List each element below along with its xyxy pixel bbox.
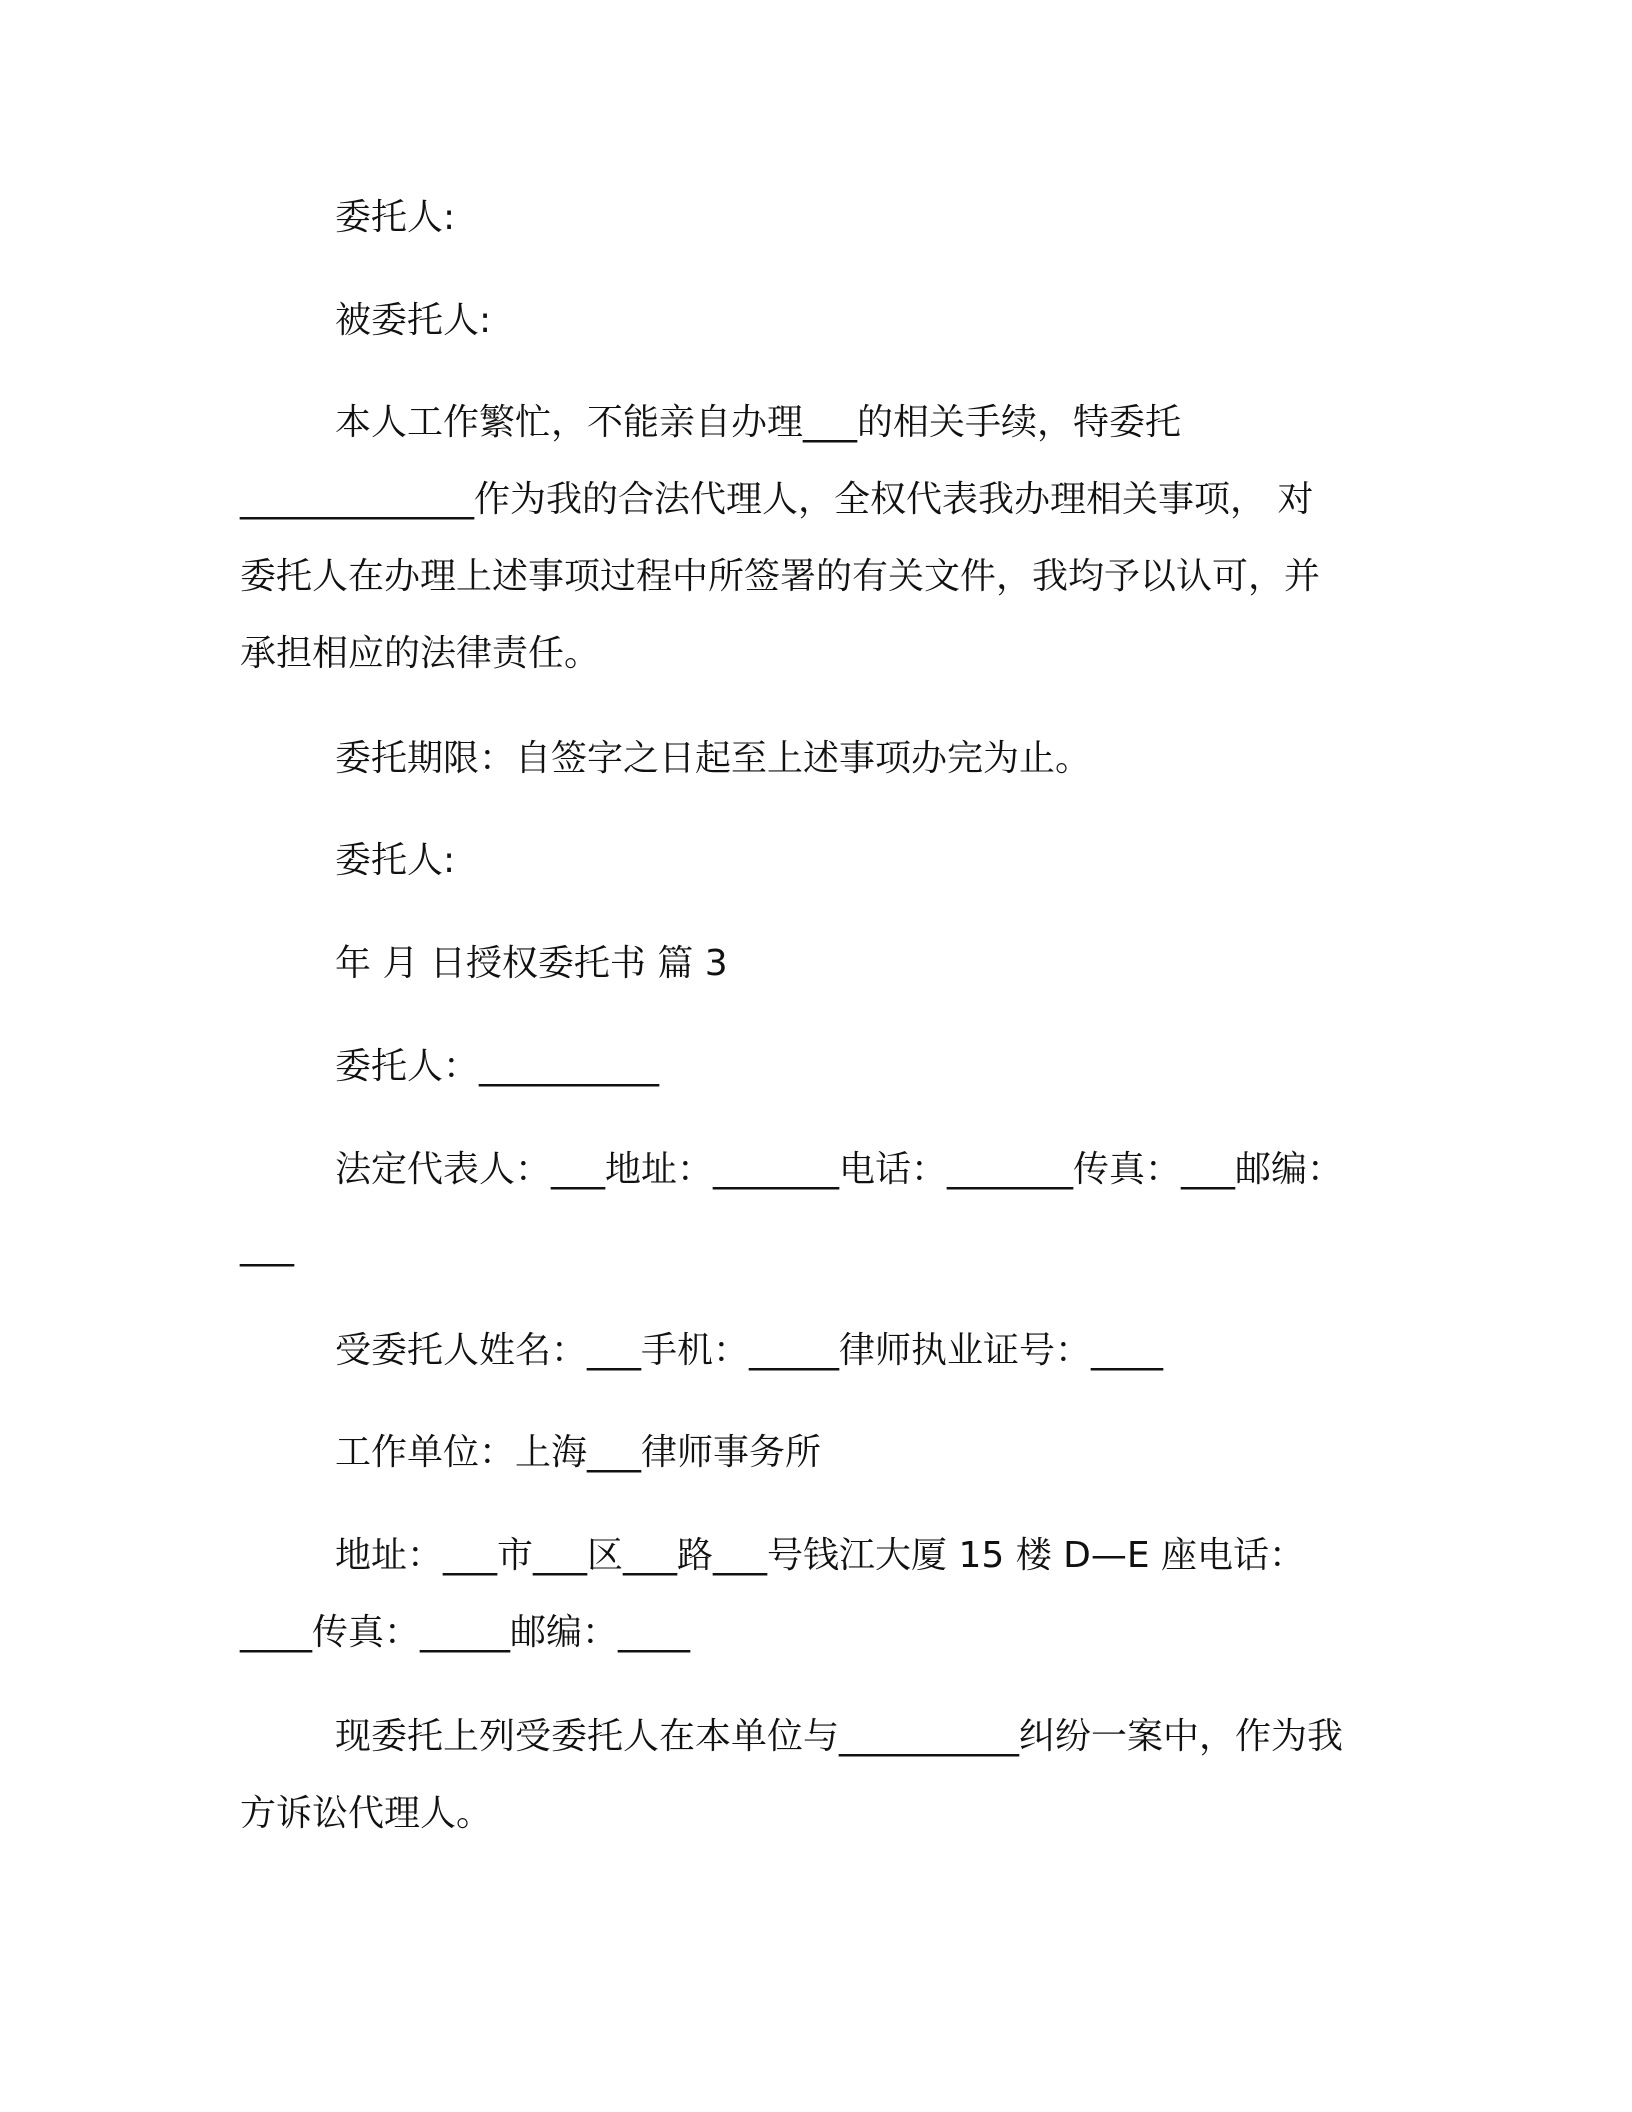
legal-representative-contact-line-2: ___ [240, 1226, 294, 1267]
authorization-paragraph-line-1: 本人工作繁忙，不能亲自办理___的相关手续，特委托 [335, 402, 1182, 443]
authorization-paragraph-line-3: 委托人在办理上述事项过程中所签署的有关文件，我均予以认可，并 [240, 556, 1321, 597]
address-contact-line-2: ____传真：_____邮编：____ [240, 1612, 691, 1653]
principal-label: 委托人: [335, 197, 456, 238]
agent-label: 被委托人: [335, 300, 492, 341]
authorization-paragraph-line-4: 承担相应的法律责任。 [240, 633, 601, 674]
legal-representative-contact-line-1: 法定代表人：___地址：_______电话：_______传真：___邮编： [335, 1149, 1344, 1190]
delegation-statement-line-2: 方诉讼代理人。 [240, 1793, 493, 1834]
address-contact-line-1: 地址：___市___区___路___号钱江大厦 15 楼 D—E 座电话： [335, 1535, 1306, 1576]
work-unit: 工作单位：上海___律师事务所 [335, 1432, 822, 1473]
delegation-statement-line-1: 现委托上列受委托人在本单位与__________纠纷一案中，作为我 [335, 1716, 1344, 1757]
authorization-period: 委托期限：自签字之日起至上述事项办完为止。 [335, 738, 1092, 779]
authorization-paragraph-line-2: _____________作为我的合法代理人，全权代表我办理相关事项， 对 [240, 479, 1314, 520]
date-and-section-heading: 年 月 日授权委托书 篇 3 [335, 943, 728, 984]
principal-field: 委托人：__________ [335, 1046, 660, 1087]
agent-details: 受委托人姓名：___手机：_____律师执业证号：____ [335, 1330, 1164, 1371]
principal-signature-label: 委托人: [335, 840, 456, 881]
